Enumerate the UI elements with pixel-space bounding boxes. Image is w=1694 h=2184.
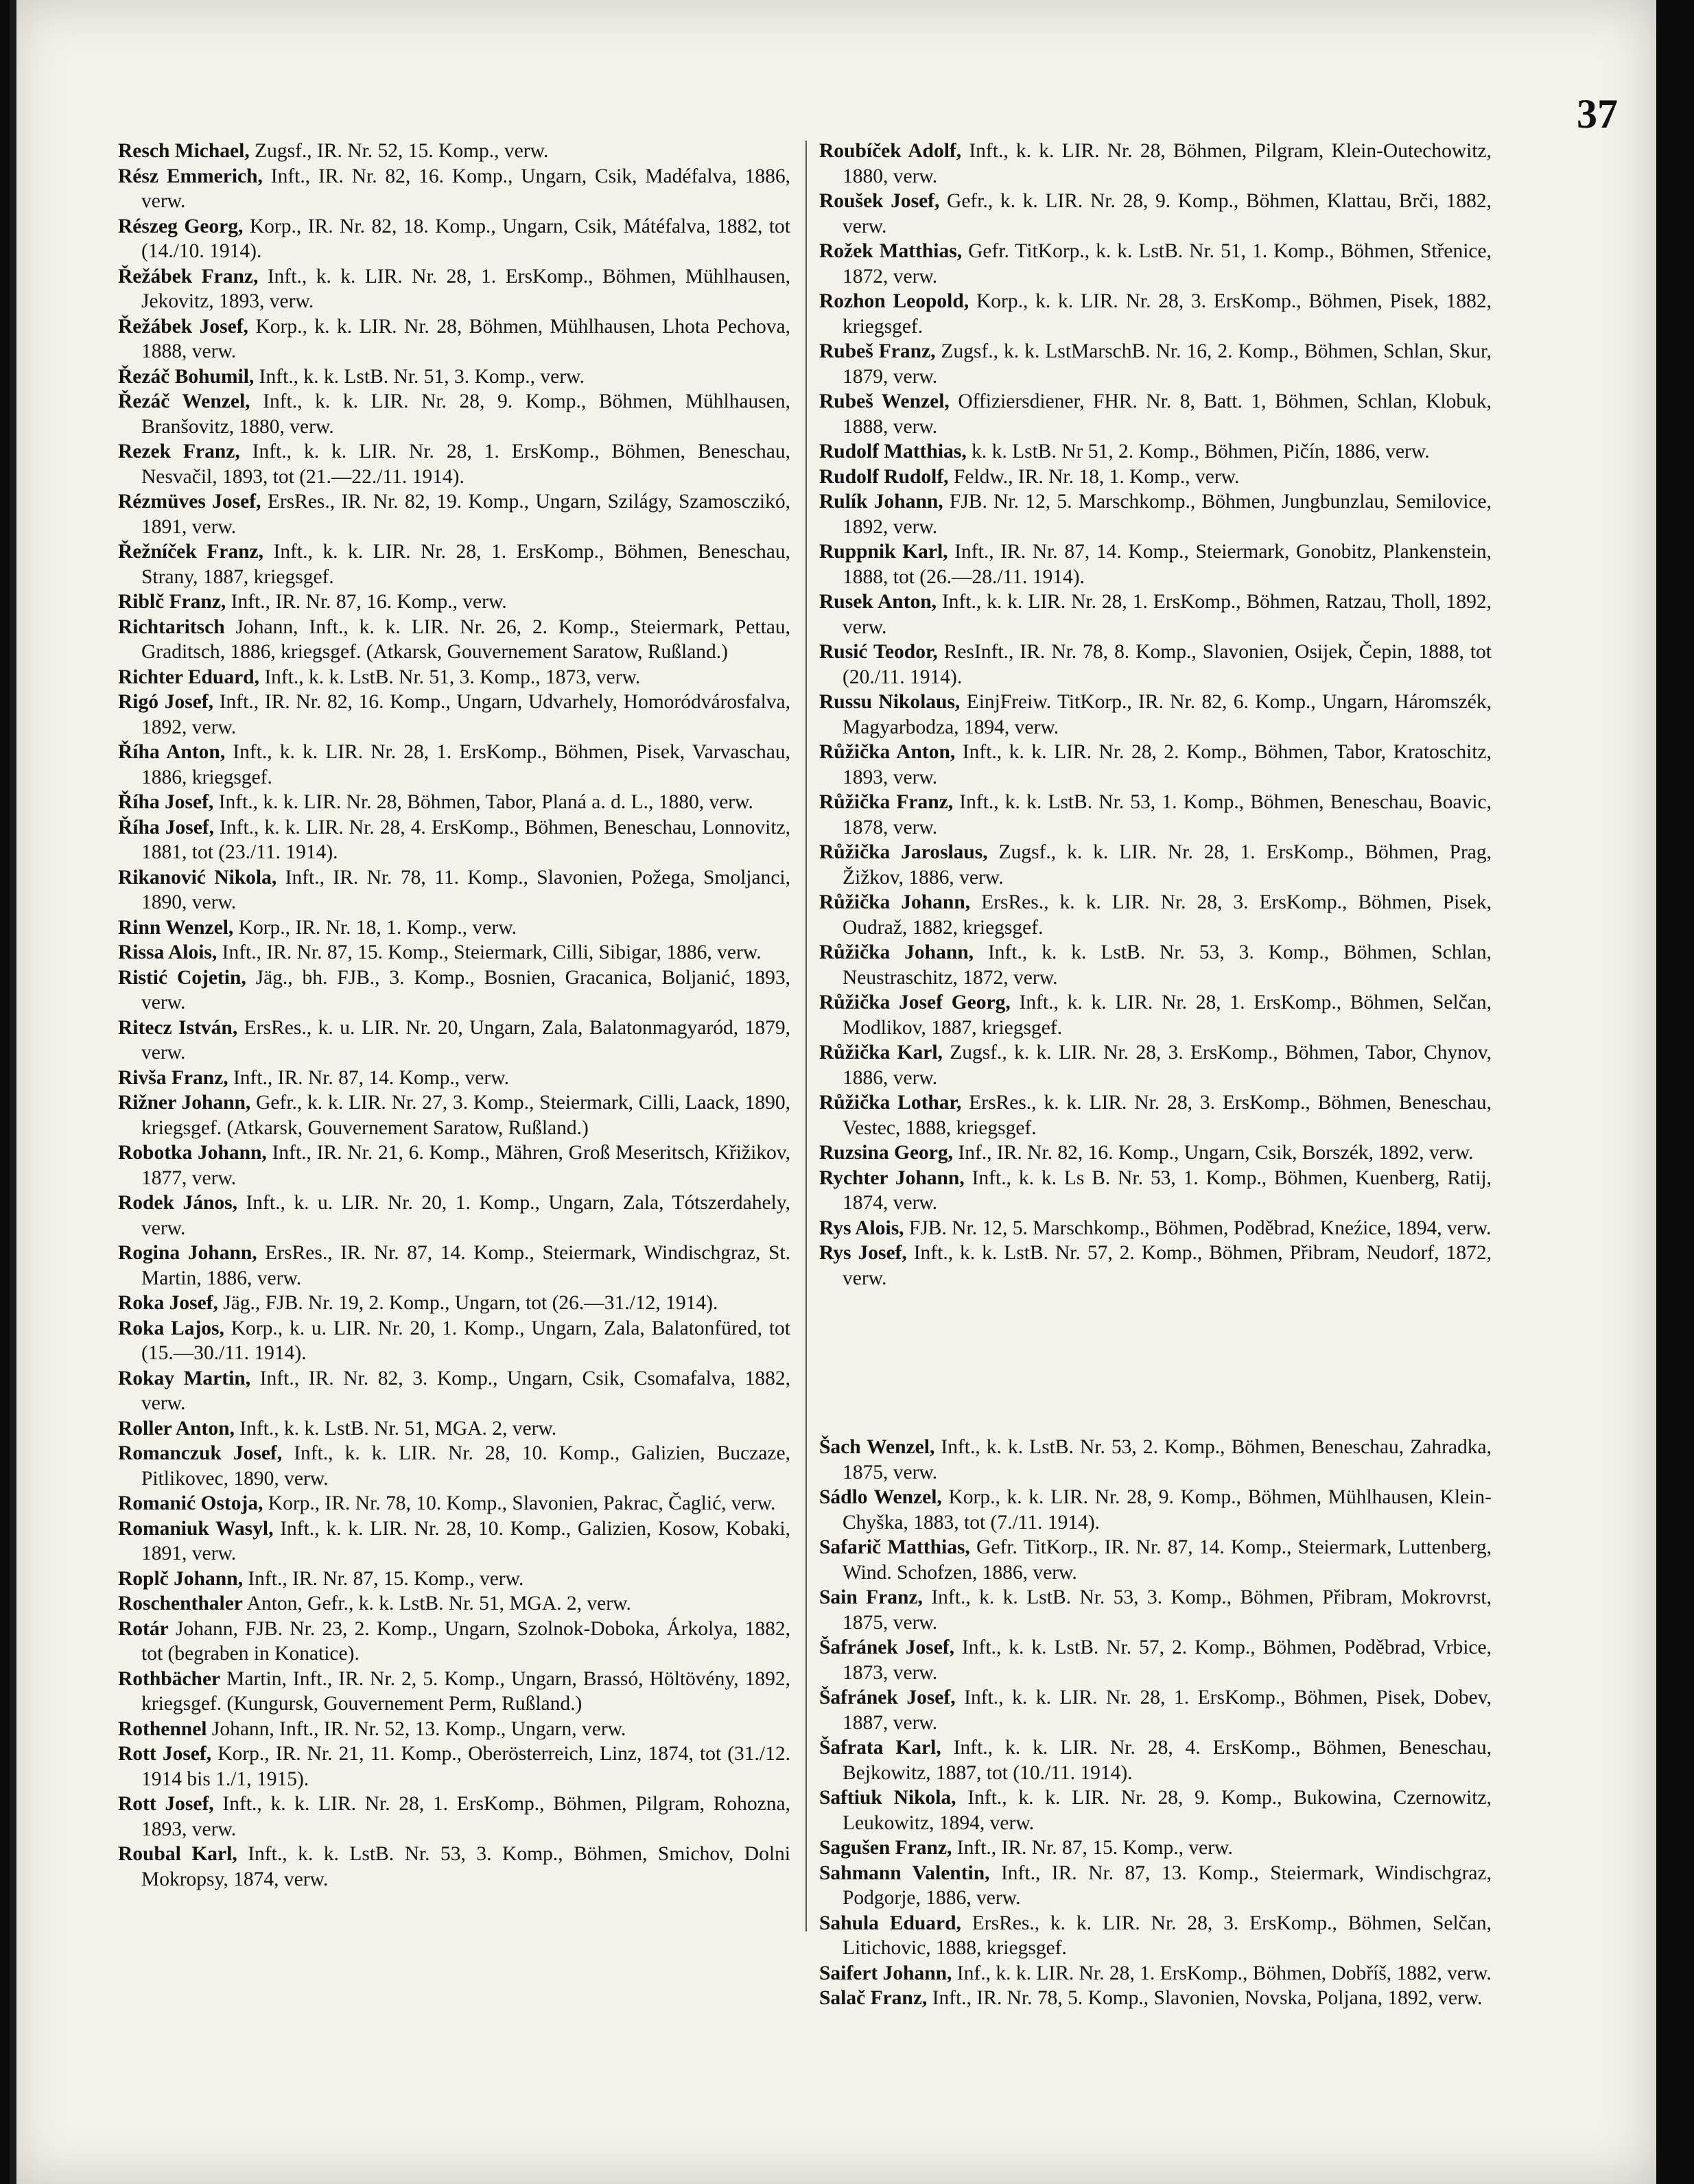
list-entry (118, 1066, 790, 1091)
entry-name: Sádlo Wenzel, (819, 1486, 942, 1508)
entry-details: Inft., k. k. LIR. Nr. 28, 2. Komp., Böhmen, Tabor, Kratoschitz, 1893, verw. (843, 741, 1492, 788)
list-entry (819, 339, 1492, 389)
entry-details: Inft., k. k. LIR. Nr. 28, 4. ErsKomp., Böhmen, Beneschau, Lonnovitz, 1881, tot (23./11. 1914). (141, 816, 790, 863)
list-entry (819, 1040, 1492, 1090)
list-entry (819, 1090, 1492, 1140)
entry-name: Řezáč Bohumil, (118, 365, 255, 388)
entry-name: Sahula Eduard, (819, 1912, 961, 1934)
entry-name: Romanić Ostoja, (118, 1492, 263, 1514)
list-entry (819, 289, 1492, 339)
entry-details: Korp., k. k. LIR. Nr. 28, 9. Komp., Böhmen, Mühlhausen, Klein-Chyška, 1883, tot (7./11. 1914). (843, 1486, 1492, 1534)
list-entry (819, 1535, 1492, 1585)
entry-details: Inft., IR. Nr. 82, 3. Komp., Ungarn, Csik, Csomafalva, 1882, verw. (141, 1367, 790, 1414)
entry-name: Rogina Johann, (118, 1242, 257, 1264)
entry-name: Rubeš Wenzel, (819, 390, 950, 412)
entry-name: Růžička Jaroslaus, (819, 841, 988, 863)
entry-details: Inft., IR. Nr. 87, 15. Komp., Steiermark, Cilli, Sibigar, 1886, verw. (217, 941, 762, 963)
entry-details: Inft., k. k. LIR. Nr. 28, 9. Komp., Bukowina, Czernowitz, Leukowitz, 1894, verw. (843, 1787, 1492, 1834)
list-entry (118, 1090, 790, 1140)
entry-details: Feldw., IR. Nr. 18, 1. Komp., verw. (948, 465, 1240, 488)
entry-name: Roschenthaler (118, 1593, 243, 1614)
entry-name: Řežábek Josef, (118, 315, 248, 338)
list-entry (118, 489, 790, 539)
entry-name: Roubal Karl, (118, 1843, 237, 1865)
entry-details: Korp., IR. Nr. 78, 10. Komp., Slavonien, Pakrac, Čaglić, verw. (263, 1492, 776, 1514)
entry-name: Richter Eduard, (118, 666, 259, 688)
entry-name: Rothennel (118, 1717, 207, 1740)
list-entry (819, 690, 1492, 740)
list-entry (118, 1190, 790, 1241)
entry-name: Safarič Matthias, (819, 1536, 970, 1558)
entry-name: Rott Josef, (118, 1743, 212, 1765)
entry-name: Rulík Johann, (819, 491, 943, 513)
list-entry (819, 1635, 1492, 1685)
entry-details: Inft., k. k. Ls B. Nr. 53, 1. Komp., Böhmen, Kuenberg, Ratij, 1874, verw. (843, 1166, 1492, 1214)
entry-details: Inf., k. k. LIR. Nr. 28, 1. ErsKomp., Böhmen, Dobříš, 1882, verw. (952, 1962, 1492, 1984)
entry-details: Korp., IR. Nr. 21, 11. Komp., Oberösterreich, Linz, 1874, tot (31./12. 1914 bis 1./1, 1915). (141, 1743, 790, 1790)
list-entry (118, 1316, 790, 1366)
list-entry (819, 1961, 1492, 1986)
column-divider (805, 141, 807, 1931)
list-entry (819, 1835, 1492, 1861)
list-entry (118, 314, 790, 364)
entry-details: Inft., IR. Nr. 87, 13. Komp., Steiermark, Windischgraz, Podgorje, 1886, verw. (843, 1862, 1492, 1909)
entry-name: Riblč Franz, (118, 591, 226, 613)
entry-name: Roušek Josef, (819, 190, 940, 212)
entry-details: Inft., k. k. LIR. Nr. 28, 10. Komp., Galizien, Kosow, Kobaki, 1891, verw. (141, 1517, 790, 1564)
entry-name: Rožek Matthias, (819, 240, 963, 262)
entry-name: Rigó Josef, (118, 691, 213, 713)
entry-details: Gefr. TitKorp., k. k. LstB. Nr. 51, 1. Komp., Böhmen, Střenice, 1872, verw. (843, 240, 1492, 287)
entry-details: Zugsf., k. k. LIR. Nr. 28, 3. ErsKomp., Böhmen, Tabor, Chynov, 1886, verw. (843, 1042, 1492, 1089)
entry-details: Inft., IR. Nr. 87, 14. Komp., verw. (228, 1066, 509, 1089)
list-entry (118, 139, 790, 164)
entry-name: Roplč Johann, (118, 1567, 243, 1590)
list-entry (819, 139, 1492, 189)
list-entry (819, 639, 1492, 690)
list-entry (118, 1741, 790, 1792)
entry-name: Ruppnik Karl, (819, 541, 948, 563)
entry-details: Inft., k. k. LIR. Nr. 28, 1. ErsKomp., Böhmen, Ratzau, Tholl, 1892, verw. (843, 591, 1492, 638)
entry-details: Inft., k. k. LIR. Nr. 28, 10. Komp., Galizien, Buczaze, Pitlikovec, 1890, verw. (141, 1442, 790, 1490)
entry-name: Salač Franz, (819, 1987, 928, 2009)
entry-name: Šach Wenzel, (819, 1436, 935, 1458)
list-entry (819, 1785, 1492, 1835)
list-entry (118, 615, 790, 665)
right-column (819, 139, 1492, 2011)
list-entry (819, 1140, 1492, 1166)
entry-details: Inf., IR. Nr. 82, 16. Komp., Ungarn, Csik, Borszék, 1892, verw. (953, 1142, 1474, 1164)
list-entry (118, 164, 790, 214)
entry-details: ErsRes., IR. Nr. 82, 19. Komp., Ungarn, Szilágy, Szamosczikó, 1891, verw. (141, 491, 790, 538)
entry-name: Rezek Franz, (118, 441, 240, 462)
entry-details: Anton, Gefr., k. k. LstB. Nr. 51, MGA. 2, verw. (242, 1593, 631, 1614)
list-entry (118, 865, 790, 915)
list-entry (819, 1166, 1492, 1216)
entry-name: Saftiuk Nikola, (819, 1787, 956, 1809)
list-entry (118, 665, 790, 690)
entry-details: Inft., k. k. LstB. Nr. 51, MGA. 2, verw. (234, 1417, 557, 1440)
entry-details: k. k. LstB. Nr 51, 2. Komp., Böhmen, Pičín, 1886, verw. (966, 441, 1430, 462)
entry-details: Inft., k. k. LIR. Nr. 28, Böhmen, Tabor, Planá a. d. L., 1880, verw. (213, 791, 753, 813)
entry-name: Roka Lajos, (118, 1317, 224, 1339)
entry-details: Zugsf., IR. Nr. 52, 15. Komp., verw. (249, 140, 549, 162)
entry-name: Rozhon Leopold, (819, 290, 969, 312)
entry-details: Inft., IR. Nr. 82, 16. Komp., Ungarn, Csik, Madéfalva, 1886, verw. (141, 165, 791, 212)
entry-details: Inft., k. k. LstB. Nr. 53, 3. Komp., Böhmen, Schlan, Neustraschitz, 1872, verw. (843, 941, 1492, 989)
scan-edge (10, 0, 16, 2184)
list-entry (118, 1566, 790, 1592)
entry-details: FJB. Nr. 12, 5. Marschkomp., Böhmen, Jungbunzlau, Semilovice, 1892, verw. (843, 491, 1492, 538)
entry-name: Říha Josef, (118, 791, 214, 813)
entry-name: Růžička Johann, (819, 941, 974, 963)
list-entry (118, 389, 790, 439)
entry-name: Růžička Karl, (819, 1042, 943, 1064)
entry-details: ErsRes., k. u. LIR. Nr. 20, Ungarn, Zala, Balatonmagyaród, 1879, verw. (141, 1016, 790, 1064)
entry-details: ErsRes., IR. Nr. 87, 14. Komp., Steiermark, Windischgraz, St. Martin, 1886, verw. (141, 1242, 790, 1289)
list-entry (819, 990, 1492, 1040)
list-entry (118, 214, 790, 264)
entry-details: Johann, Inft., k. k. LIR. Nr. 26, 2. Komp., Steiermark, Pettau, Graditsch, 1886, kriegsgef. (Atkarsk, Gouvernement Saratow, Rußland.) (141, 615, 790, 663)
list-entry (118, 539, 790, 589)
entry-details: Inft., k. k. LIR. Nr. 28, 9. Komp., Böhmen, Mühlhausen, Branšovitz, 1880, verw. (141, 390, 790, 438)
entry-details: Inft., k. k. LstB. Nr. 51, 3. Komp., 1873, verw. (259, 666, 641, 688)
entry-name: Řežníček Franz, (118, 541, 263, 563)
entry-details: Gefr., k. k. LIR. Nr. 27, 3. Komp., Steiermark, Cilli, Laack, 1890, kriegsgef. (Atkarsk, Gouvernement Saratow, Rußland.) (141, 1092, 790, 1139)
entry-details: Gefr., k. k. LIR. Nr. 28, 9. Komp., Böhmen, Klattau, Brči, 1882, verw. (843, 190, 1492, 237)
entry-details: Inft., k. k. LstB. Nr. 57, 2. Komp., Böhmen, Přibram, Neudorf, 1872, verw. (843, 1242, 1492, 1289)
list-entry (118, 1792, 790, 1842)
entry-details: Martin, Inft., IR. Nr. 2, 5. Komp., Ungarn, Brassó, Höltövény, 1892, kriegsgef. (Kungursk, Gouvernement Perm, Rußland.) (141, 1667, 790, 1715)
list-entry (819, 539, 1492, 589)
list-entry (118, 815, 790, 865)
entry-details: Inft., k. k. LIR. Nr. 28, 1. ErsKomp., Böhmen, Mühlhausen, Jekovitz, 1893, verw. (141, 265, 790, 312)
entry-name: Rychter Johann, (819, 1166, 965, 1189)
entry-name: Romanczuk Josef, (118, 1442, 283, 1464)
entry-details: Inft., k. k. LstB. Nr. 57, 2. Komp., Böhmen, Poděbrad, Vrbice, 1873, verw. (843, 1636, 1492, 1684)
entry-name: Rivša Franz, (118, 1066, 228, 1089)
entry-name: Richtaritsch (118, 615, 225, 638)
list-entry (118, 1667, 790, 1717)
entry-name: Rudolf Matthias, (819, 441, 967, 462)
list-entry (118, 965, 790, 1015)
entry-details: FJB. Nr. 12, 5. Marschkomp., Böhmen, Poděbrad, Kneźice, 1894, verw. (904, 1217, 1492, 1239)
entry-details: Zugsf., k. k. LstMarschB. Nr. 16, 2. Komp., Böhmen, Schlan, Skur, 1879, verw. (843, 340, 1492, 388)
entry-name: Rothbächer (118, 1667, 221, 1690)
list-entry (118, 589, 790, 615)
entry-details: Inft., k. k. LIR. Nr. 28, 4. ErsKomp., Böhmen, Beneschau, Bejkowitz, 1887, tot (10./11. 1914). (843, 1737, 1492, 1784)
entry-name: Rikanović Nikola, (118, 866, 277, 889)
entry-details: EinjFreiw. TitKorp., IR. Nr. 82, 6. Komp., Ungarn, Háromszék, Magyarbodza, 1894, verw. (843, 691, 1492, 738)
list-entry (819, 1986, 1492, 2011)
entry-details: Inft., IR. Nr. 78, 11. Komp., Slavonien, Požega, Smoljanci, 1890, verw. (141, 866, 790, 913)
entry-name: Řezáč Wenzel, (118, 390, 250, 412)
list-entry (118, 439, 790, 489)
entry-name: Rodek János, (118, 1192, 237, 1214)
entry-name: Ruzsina Georg, (819, 1142, 954, 1164)
entry-details: Zugsf., k. k. LIR. Nr. 28, 1. ErsKomp., Böhmen, Prag, Žižkov, 1886, verw. (843, 841, 1492, 889)
entry-name: Řežábek Franz, (118, 265, 259, 287)
entry-details: Gefr. TitKorp., IR. Nr. 87, 14. Komp., Steiermark, Luttenberg, Wind. Schofzen, 1886, verw. (843, 1536, 1492, 1584)
list-entry (819, 1435, 1492, 1485)
list-entry (118, 1291, 790, 1316)
entry-name: Sain Franz, (819, 1586, 923, 1608)
list-entry (118, 1241, 790, 1291)
list-entry (118, 1717, 790, 1742)
entry-name: Saifert Johann, (819, 1962, 952, 1984)
entry-details: Korp., k. k. LIR. Nr. 28, 3. ErsKomp., Böhmen, Pisek, 1882, kriegsgef. (843, 290, 1492, 338)
entry-details: Inft., IR. Nr. 87, 14. Komp., Steiermark, Gonobitz, Plankenstein, 1888, tot (26.—28./11. 1914). (843, 541, 1492, 588)
list-entry (819, 489, 1492, 539)
entry-name: Rézmüves Josef, (118, 491, 261, 513)
entry-name: Rotár (118, 1617, 169, 1640)
entry-name: Russu Nikolaus, (819, 691, 961, 713)
entry-details: Inft., k. k. LstB. Nr. 53, 3. Komp., Böhmen, Smichov, Dolni Mokropsy, 1874, verw. (141, 1843, 790, 1890)
list-entry (819, 189, 1492, 239)
list-entry (118, 1015, 790, 1066)
list-entry (118, 1491, 790, 1516)
list-entry (819, 1585, 1492, 1635)
entry-name: Růžička Anton, (819, 741, 956, 763)
entry-name: Romaniuk Wasyl, (118, 1517, 274, 1540)
list-entry (819, 1735, 1492, 1785)
entry-details: Inft., k. k. LstB. Nr. 53, 3. Komp., Böhmen, Přibram, Mokrovrst, 1875, verw. (843, 1586, 1492, 1634)
entry-name: Rižner Johann, (118, 1092, 251, 1114)
entry-name: Rokay Martin, (118, 1367, 251, 1389)
entry-details: Jäg., bh. FJB., 3. Komp., Bosnien, Gracanica, Boljanić, 1893, verw. (141, 966, 791, 1013)
entry-details: Inft., k. k. LstB. Nr. 53, 1. Komp., Böhmen, Beneschau, Boavic, 1878, verw. (843, 791, 1492, 838)
list-entry (118, 264, 790, 314)
entry-details: Jäg., FJB. Nr. 19, 2. Komp., Ungarn, tot (26.—31./12, 1914). (217, 1292, 718, 1314)
entry-name: Růžička Johann, (819, 891, 971, 913)
entry-details: Inft., k. k. LIR. Nr. 28, 1. ErsKomp., Böhmen, Selčan, Modlikov, 1887, kriegsgef. (843, 991, 1492, 1039)
entry-name: Šafránek Josef, (819, 1636, 954, 1658)
list-entry (819, 840, 1492, 890)
document-page (10, 0, 1656, 2184)
entry-name: Resch Michael, (118, 140, 250, 162)
list-entry (118, 915, 790, 941)
list-entry (819, 1485, 1492, 1535)
entry-name: Rys Alois, (819, 1217, 904, 1239)
entry-name: Roubíček Adolf, (819, 140, 962, 162)
entry-details: ErsRes., k. k. LIR. Nr. 28, 3. ErsKomp., Böhmen, Pisek, Oudraž, 1882, kriegsgef. (843, 891, 1492, 939)
list-entry (118, 1591, 790, 1617)
entry-details: Inft., k. k. LIR. Nr. 28, 1. ErsKomp., Böhmen, Beneschau, Nesvačil, 1893, tot (21.—22./11. 1914). (141, 441, 791, 488)
entry-name: Sahmann Valentin, (819, 1862, 990, 1884)
entry-details: Inft., IR. Nr. 87, 15. Komp., verw. (952, 1837, 1233, 1859)
entry-name: Růžička Lothar, (819, 1092, 962, 1114)
entry-name: Rinn Wenzel, (118, 916, 234, 939)
entry-name: Rusek Anton, (819, 591, 937, 613)
entry-name: Roka Josef, (118, 1292, 218, 1314)
entry-details: Inft., IR. Nr. 87, 16. Komp., verw. (226, 591, 507, 613)
page-number: 37 (1577, 91, 1618, 137)
entry-name: Rott Josef, (118, 1793, 214, 1815)
entry-details: Korp., IR. Nr. 18, 1. Komp., verw. (233, 916, 517, 939)
list-entry (819, 890, 1492, 940)
list-entry (819, 740, 1492, 790)
entry-name: Říha Josef, (118, 816, 214, 838)
left-column (118, 139, 790, 1892)
list-entry (819, 1911, 1492, 1961)
right-column-top (819, 139, 1492, 1291)
right-column-bottom (819, 1435, 1492, 2011)
entry-name: Sagušen Franz, (819, 1837, 952, 1859)
list-entry (118, 740, 790, 790)
section-gap (819, 1291, 1492, 1435)
entry-details: Inft., k. k. LIR. Nr. 28, 1. ErsKomp., Böhmen, Beneschau, Strany, 1887, kriegsgef. (141, 541, 790, 588)
entry-name: Šafránek Josef, (819, 1687, 956, 1709)
entry-name: Részeg Georg, (118, 215, 244, 237)
entry-name: Šafrata Karl, (819, 1737, 941, 1759)
entry-details: Inft., IR. Nr. 87, 15. Komp., verw. (242, 1567, 524, 1590)
entry-details: Johann, Inft., IR. Nr. 52, 13. Komp., Ungarn, verw. (207, 1717, 626, 1740)
entry-details: Inft., IR. Nr. 78, 5. Komp., Slavonien, Novska, Poljana, 1892, verw. (927, 1987, 1483, 2009)
entry-name: Roller Anton, (118, 1417, 235, 1440)
entry-details: ErsRes., k. k. LIR. Nr. 28, 3. ErsKomp., Böhmen, Selčan, Litichovic, 1888, kriegsgef. (843, 1912, 1492, 1959)
list-entry (118, 1617, 790, 1667)
list-entry (118, 690, 790, 740)
entry-name: Rys Josef, (819, 1242, 907, 1264)
list-entry (819, 790, 1492, 840)
list-entry (118, 1366, 790, 1416)
list-entry (819, 439, 1492, 465)
list-entry (819, 1241, 1492, 1291)
entry-details: Inft., k. k. LstB. Nr. 51, 3. Komp., verw. (254, 365, 585, 388)
entry-name: Růžička Josef Georg, (819, 991, 1011, 1013)
list-entry (118, 790, 790, 815)
entry-name: Rudolf Rudolf, (819, 465, 949, 488)
entry-details: Inft., k. k. LIR. Nr. 28, 1. ErsKomp., Böhmen, Pilgram, Rohozna, 1893, verw. (141, 1793, 790, 1840)
entry-details: Korp., IR. Nr. 82, 18. Komp., Ungarn, Csik, Mátéfalva, 1882, tot (14./10. 1914). (141, 215, 790, 262)
entry-name: Růžička Franz, (819, 791, 954, 813)
list-entry (819, 1861, 1492, 1911)
entry-name: Robotka Johann, (118, 1142, 267, 1164)
list-entry (118, 1842, 790, 1892)
list-entry (118, 1140, 790, 1190)
list-entry (819, 1685, 1492, 1735)
list-entry (819, 1216, 1492, 1241)
entry-details: Inft., IR. Nr. 82, 16. Komp., Ungarn, Udvarhely, Homoródvárosfalva, 1892, verw. (141, 691, 790, 738)
list-entry (819, 940, 1492, 990)
entry-name: Říha Anton, (118, 741, 226, 763)
entry-details: Inft., k. u. LIR. Nr. 20, 1. Komp., Ungarn, Zala, Tótszerdahely, verw. (141, 1192, 790, 1239)
entry-name: Rész Emmerich, (118, 165, 263, 187)
list-entry (819, 389, 1492, 439)
entry-details: ResInft., IR. Nr. 78, 8. Komp., Slavonien, Osijek, Čepin, 1888, tot (20./11. 1914). (843, 641, 1492, 688)
entry-name: Ritecz István, (118, 1016, 238, 1039)
entry-details: Inft., k. k. LIR. Nr. 28, 1. ErsKomp., Böhmen, Pisek, Dobev, 1887, verw. (843, 1687, 1492, 1734)
list-entry (819, 465, 1492, 490)
list-entry (118, 1441, 790, 1491)
entry-details: Korp., k. u. LIR. Nr. 20, 1. Komp., Ungarn, Zala, Balatonfüred, tot (15.—30./11. 1914). (141, 1317, 790, 1364)
list-entry (118, 1416, 790, 1442)
entry-details: Inft., k. k. LIR. Nr. 28, 1. ErsKomp., Böhmen, Pisek, Varvaschau, 1886, kriegsgef. (141, 741, 790, 788)
entry-details: ErsRes., k. k. LIR. Nr. 28, 3. ErsKomp., Böhmen, Beneschau, Vestec, 1888, kriegsgef. (843, 1092, 1492, 1139)
entry-details: Korp., k. k. LIR. Nr. 28, Böhmen, Mühlhausen, Lhota Pechova, 1888, verw. (141, 315, 791, 362)
list-entry (118, 940, 790, 965)
entry-name: Rissa Alois, (118, 941, 217, 963)
entry-name: Rubeš Franz, (819, 340, 936, 362)
entry-details: Inft., IR. Nr. 21, 6. Komp., Mähren, Groß Meseritsch, Křižikov, 1877, verw. (141, 1142, 790, 1189)
entry-name: Rusić Teodor, (819, 641, 938, 663)
list-entry (118, 364, 790, 390)
list-entry (819, 589, 1492, 639)
list-entry (118, 1516, 790, 1566)
entry-name: Ristić Cojetin, (118, 966, 246, 989)
entry-details: Inft., k. k. LstB. Nr. 53, 2. Komp., Böhmen, Beneschau, Zahradka, 1875, verw. (843, 1436, 1492, 1483)
entry-details: Inft., k. k. LIR. Nr. 28, Böhmen, Pilgram, Klein-Outechowitz, 1880, verw. (843, 140, 1492, 187)
entry-details: Offiziersdiener, FHR. Nr. 8, Batt. 1, Böhmen, Schlan, Klobuk, 1888, verw. (843, 390, 1492, 438)
list-entry (819, 239, 1492, 289)
entry-details: Johann, FJB. Nr. 23, 2. Komp., Ungarn, Szolnok-Doboka, Árkolya, 1882, tot (begraben in Konatice). (141, 1617, 790, 1665)
